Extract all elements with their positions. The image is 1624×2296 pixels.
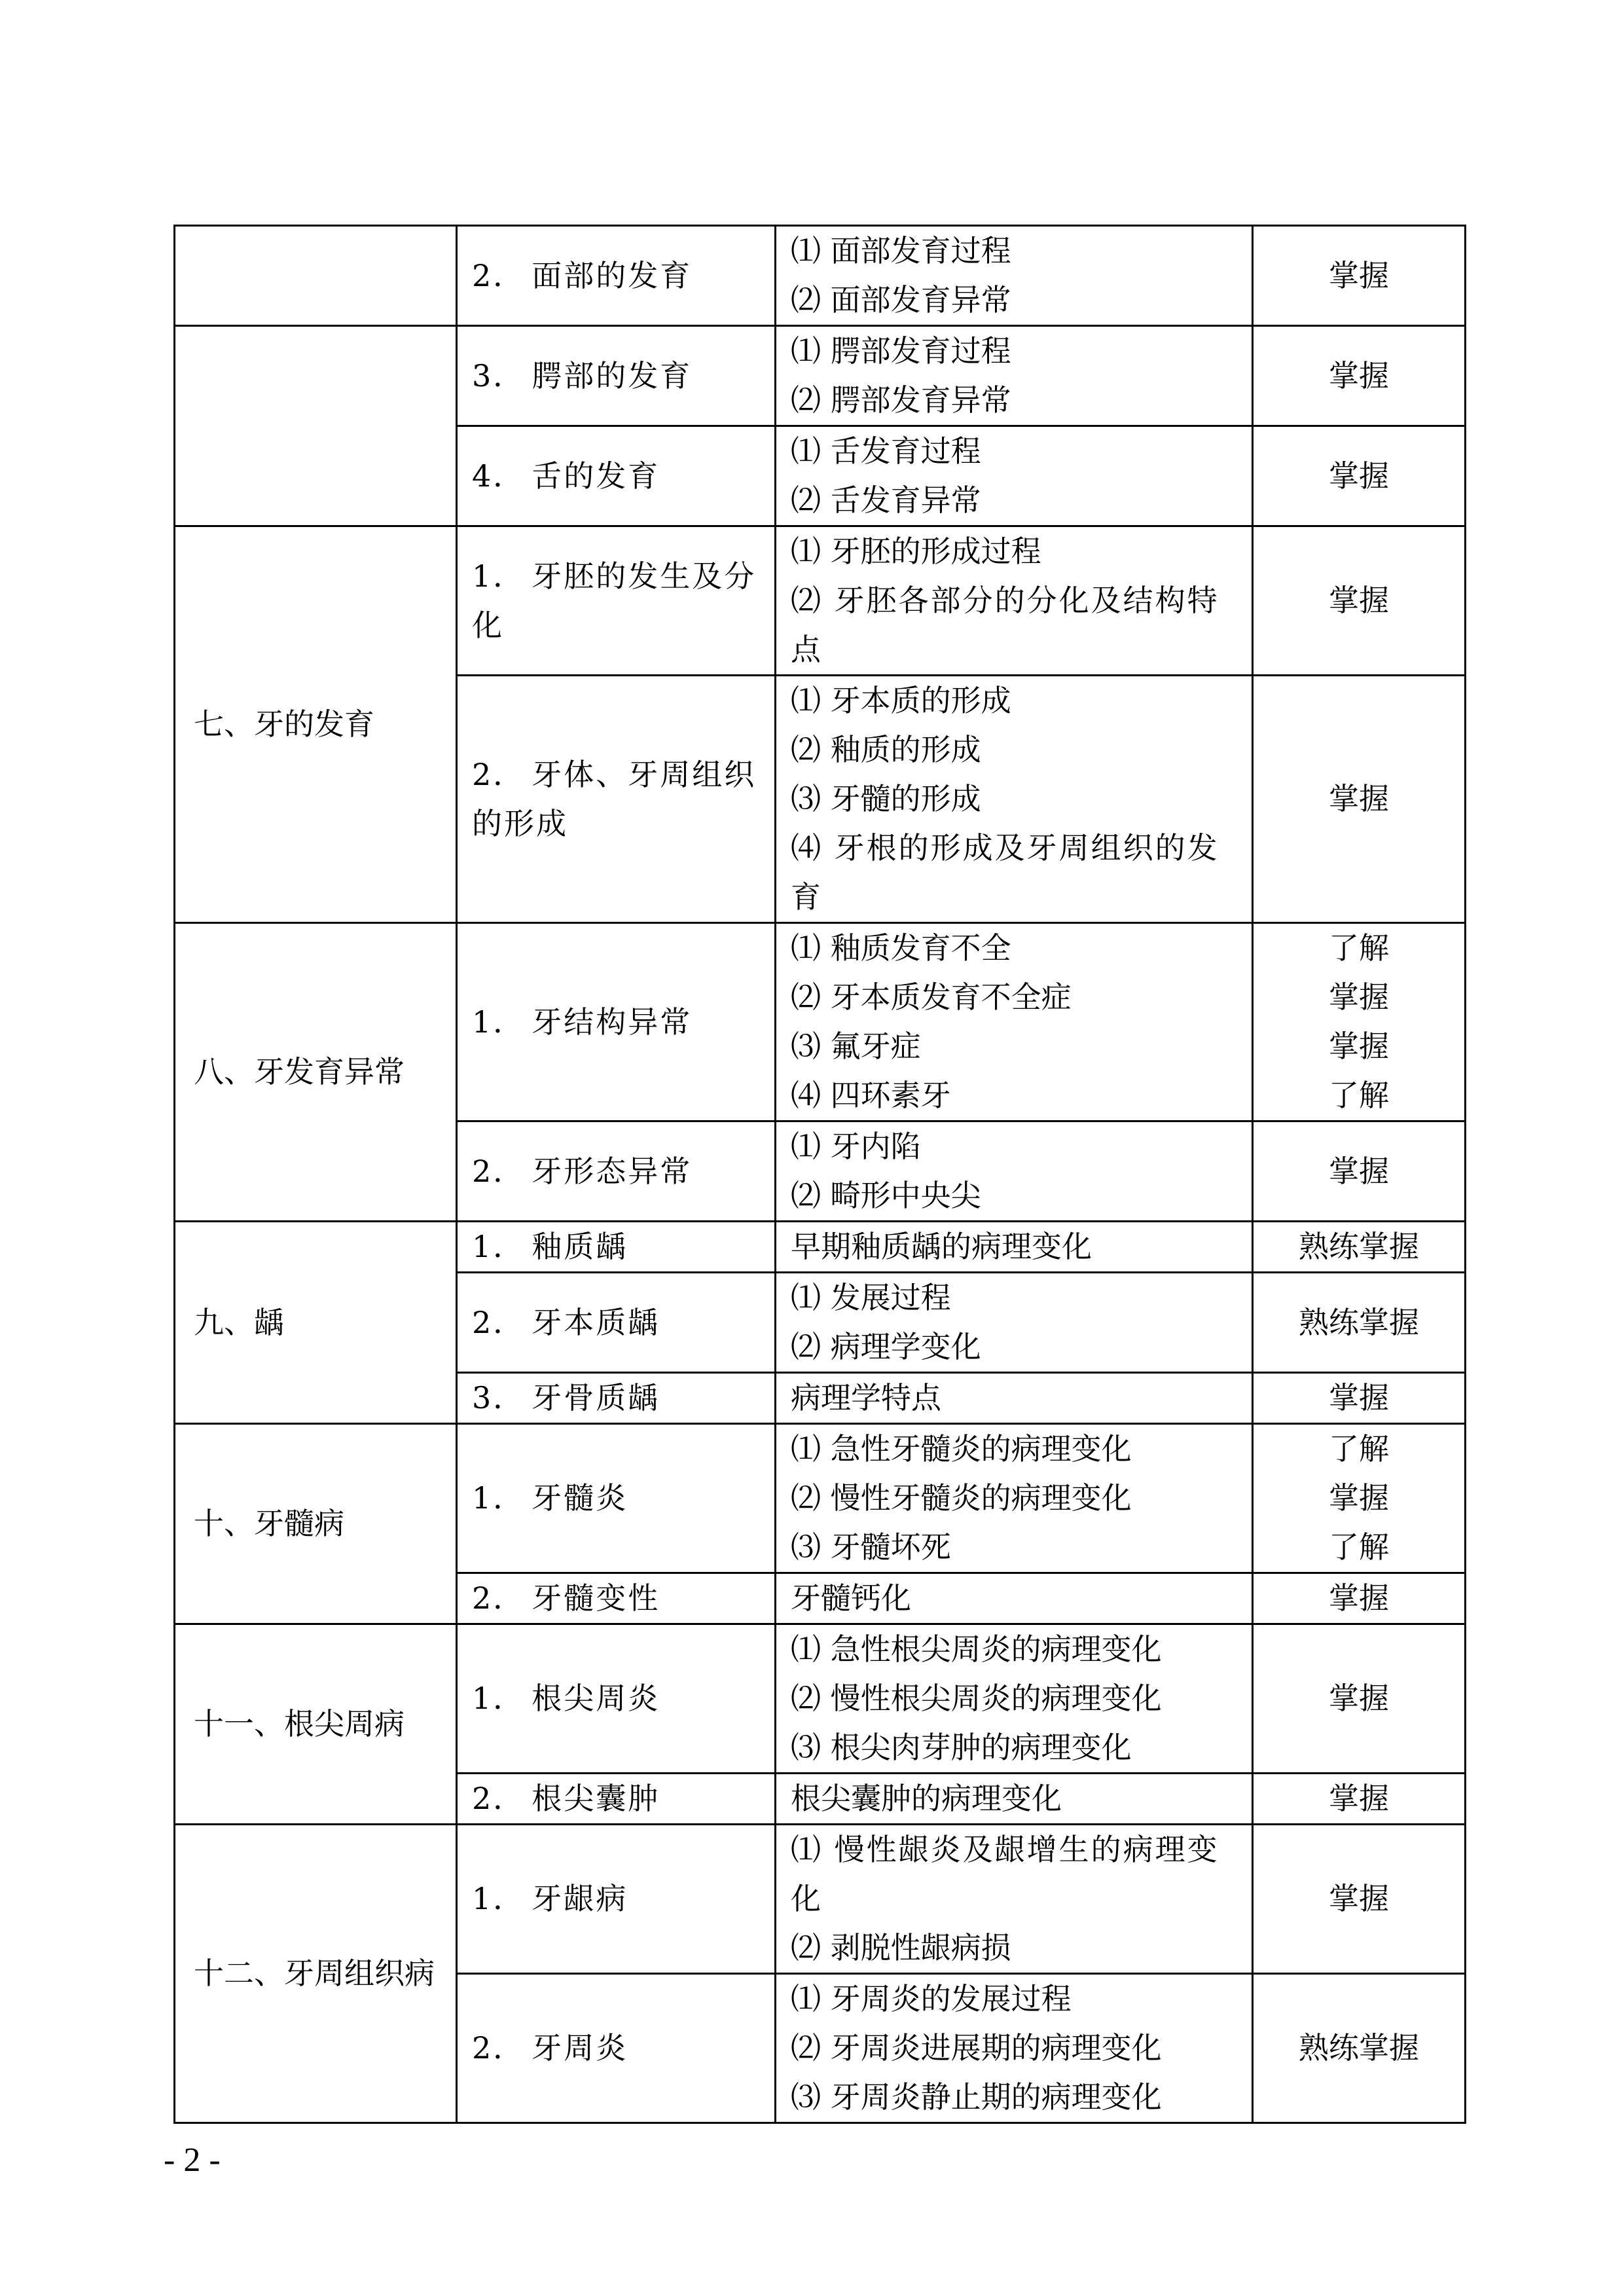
topic-cell <box>457 226 776 326</box>
requirement-level: 掌握 <box>1329 781 1389 816</box>
table-row <box>175 1825 1466 1974</box>
requirement-level: 了解 <box>1329 930 1389 966</box>
requirement-level: 熟练掌握 <box>1299 2030 1419 2066</box>
content-cell <box>776 1974 1253 2123</box>
topic-number: 1． <box>472 1881 526 1916</box>
content-cell <box>776 1273 1253 1373</box>
unit-cell: 九、龋 <box>175 1222 457 1424</box>
topic-cell <box>457 1974 776 2123</box>
topic-number: 2． <box>472 1153 526 1189</box>
content-item: ⑴ 急性牙髓炎的病理变化 <box>791 1431 1132 1467</box>
topic-cell <box>457 1373 776 1424</box>
requirement-level-cell <box>1253 1774 1466 1825</box>
requirement-level: 掌握 <box>1329 1380 1389 1415</box>
content-cell <box>776 326 1253 426</box>
topic-cell <box>457 1273 776 1373</box>
topic-number: 1． <box>472 558 526 594</box>
content-item: ⑵ 牙胚各部分的分化及结构特点 <box>791 583 1219 667</box>
topic-cell <box>457 1624 776 1774</box>
requirement-level-cell <box>1253 1121 1466 1222</box>
topic-number: 2． <box>472 1580 526 1616</box>
unit-cell: 十一、根尖周病 <box>175 1624 457 1825</box>
topic-title: 面部的发育 <box>532 257 693 293</box>
topic-number: 4． <box>472 458 526 494</box>
topic-cell <box>457 1825 776 1974</box>
table-row <box>175 226 1466 326</box>
requirement-level: 掌握 <box>1329 1681 1389 1716</box>
topic-title: 釉质龋 <box>532 1229 628 1264</box>
content-cell <box>776 226 1253 326</box>
topic-number: 1． <box>472 1480 526 1516</box>
unit-cell <box>175 226 457 326</box>
topic-cell <box>457 1573 776 1624</box>
requirement-level-cell <box>1253 1273 1466 1373</box>
topic-number: 2． <box>472 1781 526 1816</box>
unit-cell <box>175 326 457 526</box>
page-number: - 2 - <box>164 2141 221 2179</box>
content-item: ⑵ 舌发育异常 <box>791 483 981 518</box>
content-item: ⑴ 釉质发育不全 <box>791 930 1011 966</box>
content-item: ⑵ 牙周炎进展期的病理变化 <box>791 2030 1162 2066</box>
content-cell <box>776 1825 1253 1974</box>
content-item: ⑵ 剥脱性龈病损 <box>791 1930 1011 1965</box>
topic-cell <box>457 426 776 526</box>
requirement-level: 掌握 <box>1329 1781 1389 1816</box>
content-item: ⑷ 牙根的形成及牙周组织的发育 <box>791 830 1219 915</box>
requirement-level: 了解 <box>1329 1529 1389 1565</box>
topic-number: 3． <box>472 1380 526 1415</box>
unit-cell: 十二、牙周组织病 <box>175 1825 457 2123</box>
content-item: ⑶ 根尖肉芽肿的病理变化 <box>791 1730 1132 1765</box>
content-item: ⑶ 牙髓的形成 <box>791 781 981 816</box>
requirement-level: 掌握 <box>1329 979 1389 1015</box>
content-item: ⑴ 牙胚的形成过程 <box>791 534 1041 569</box>
content-item: ⑴ 慢性龈炎及龈增生的病理变化 <box>791 1832 1219 1916</box>
topic-title: 舌的发育 <box>532 458 660 494</box>
content-item: ⑵ 釉质的形成 <box>791 732 981 767</box>
content-cell <box>776 676 1253 923</box>
topic-cell <box>457 1774 776 1825</box>
requirement-level-cell <box>1253 1825 1466 1974</box>
requirement-level-cell <box>1253 676 1466 923</box>
topic-number: 2． <box>472 1304 526 1340</box>
topic-title: 根尖囊肿 <box>532 1781 660 1816</box>
requirement-level-cell <box>1253 1624 1466 1774</box>
requirement-level: 了解 <box>1329 1431 1389 1467</box>
requirement-level: 掌握 <box>1329 1881 1389 1916</box>
syllabus-table <box>173 225 1466 2124</box>
requirement-level-cell <box>1253 1222 1466 1273</box>
topic-title: 牙周炎 <box>532 2030 628 2066</box>
content-item: ⑴ 面部发育过程 <box>791 233 1011 268</box>
topic-title: 牙结构异常 <box>532 1004 693 1040</box>
content-cell <box>776 1121 1253 1222</box>
topic-number: 1． <box>472 1681 526 1716</box>
topic-title: 牙骨质龋 <box>532 1380 660 1415</box>
content-cell <box>776 1424 1253 1573</box>
topic-number: 2． <box>472 756 526 792</box>
content-item: ⑵ 面部发育异常 <box>791 282 1011 318</box>
content-cell <box>776 923 1253 1121</box>
table-row <box>175 923 1466 1121</box>
content-item: 牙髓钙化 <box>791 1580 911 1616</box>
topic-number: 1． <box>472 1004 526 1040</box>
requirement-level: 掌握 <box>1329 1480 1389 1516</box>
requirement-level-cell <box>1253 226 1466 326</box>
topic-title: 牙胚的发生及分化 <box>472 558 757 643</box>
requirement-level-cell <box>1253 1424 1466 1573</box>
syllabus-table-body <box>175 226 1466 2123</box>
requirement-level-cell <box>1253 1974 1466 2123</box>
requirement-level: 熟练掌握 <box>1299 1229 1419 1264</box>
content-item: ⑵ 病理学变化 <box>791 1329 981 1364</box>
content-item: ⑴ 发展过程 <box>791 1280 951 1315</box>
topic-cell <box>457 1121 776 1222</box>
requirement-level-cell <box>1253 526 1466 676</box>
content-cell <box>776 1624 1253 1774</box>
content-item: 早期釉质龋的病理变化 <box>791 1229 1092 1264</box>
content-item: ⑴ 牙内陷 <box>791 1129 921 1164</box>
requirement-level: 掌握 <box>1329 1029 1389 1064</box>
content-item: ⑶ 氟牙症 <box>791 1029 921 1064</box>
topic-cell <box>457 526 776 676</box>
topic-cell <box>457 1222 776 1273</box>
topic-title: 牙体、牙周组织的形成 <box>472 756 757 841</box>
requirement-level: 掌握 <box>1329 257 1389 293</box>
unit-cell: 七、牙的发育 <box>175 526 457 923</box>
requirement-level: 熟练掌握 <box>1299 1304 1419 1340</box>
topic-title: 牙龈病 <box>532 1881 628 1916</box>
content-item: ⑴ 牙周炎的发展过程 <box>791 1981 1072 2016</box>
content-item: ⑵ 腭部发育异常 <box>791 382 1011 418</box>
content-item: ⑷ 四环素牙 <box>791 1078 951 1113</box>
topic-number: 2． <box>472 2030 526 2066</box>
content-item: ⑵ 慢性牙髓炎的病理变化 <box>791 1480 1132 1516</box>
table-row <box>175 1624 1466 1774</box>
requirement-level: 掌握 <box>1329 357 1389 393</box>
topic-cell <box>457 676 776 923</box>
content-item: ⑴ 牙本质的形成 <box>791 683 1011 718</box>
content-cell <box>776 426 1253 526</box>
content-cell <box>776 1573 1253 1624</box>
content-item: ⑴ 舌发育过程 <box>791 433 981 469</box>
requirement-level: 掌握 <box>1329 1153 1389 1189</box>
topic-title: 牙髓炎 <box>532 1480 628 1516</box>
content-cell <box>776 526 1253 676</box>
topic-number: 1． <box>472 1229 526 1264</box>
content-item: 根尖囊肿的病理变化 <box>791 1781 1062 1816</box>
topic-cell <box>457 1424 776 1573</box>
requirement-level: 掌握 <box>1329 583 1389 618</box>
topic-cell <box>457 326 776 426</box>
requirement-level-cell <box>1253 326 1466 426</box>
content-item: ⑵ 慢性根尖周炎的病理变化 <box>791 1681 1162 1716</box>
content-cell <box>776 1373 1253 1424</box>
topic-cell <box>457 923 776 1121</box>
content-cell <box>776 1222 1253 1273</box>
unit-cell: 十、牙髓病 <box>175 1424 457 1624</box>
content-item: 病理学特点 <box>791 1380 941 1415</box>
content-item: ⑶ 牙髓坏死 <box>791 1529 951 1565</box>
table-row <box>175 326 1466 426</box>
table-row <box>175 1424 1466 1573</box>
content-item: ⑵ 牙本质发育不全症 <box>791 979 1072 1015</box>
requirement-level-cell <box>1253 923 1466 1121</box>
topic-title: 腭部的发育 <box>532 357 693 393</box>
content-item: ⑵ 畸形中央尖 <box>791 1178 981 1213</box>
content-item: ⑴ 急性根尖周炎的病理变化 <box>791 1631 1162 1667</box>
requirement-level-cell <box>1253 1573 1466 1624</box>
topic-number: 3． <box>472 357 526 393</box>
content-item: ⑶ 牙周炎静止期的病理变化 <box>791 2079 1162 2115</box>
requirement-level: 掌握 <box>1329 458 1389 494</box>
table-row <box>175 1222 1466 1273</box>
requirement-level-cell <box>1253 426 1466 526</box>
topic-title: 牙本质龋 <box>532 1304 660 1340</box>
table-row <box>175 526 1466 676</box>
requirement-level-cell <box>1253 1373 1466 1424</box>
topic-title: 牙髓变性 <box>532 1580 660 1616</box>
topic-number: 2． <box>472 257 526 293</box>
requirement-level: 掌握 <box>1329 1580 1389 1616</box>
content-cell <box>776 1774 1253 1825</box>
topic-title: 根尖周炎 <box>532 1681 660 1716</box>
topic-title: 牙形态异常 <box>532 1153 693 1189</box>
requirement-level: 了解 <box>1329 1078 1389 1113</box>
content-item: ⑴ 腭部发育过程 <box>791 333 1011 369</box>
unit-cell: 八、牙发育异常 <box>175 923 457 1222</box>
